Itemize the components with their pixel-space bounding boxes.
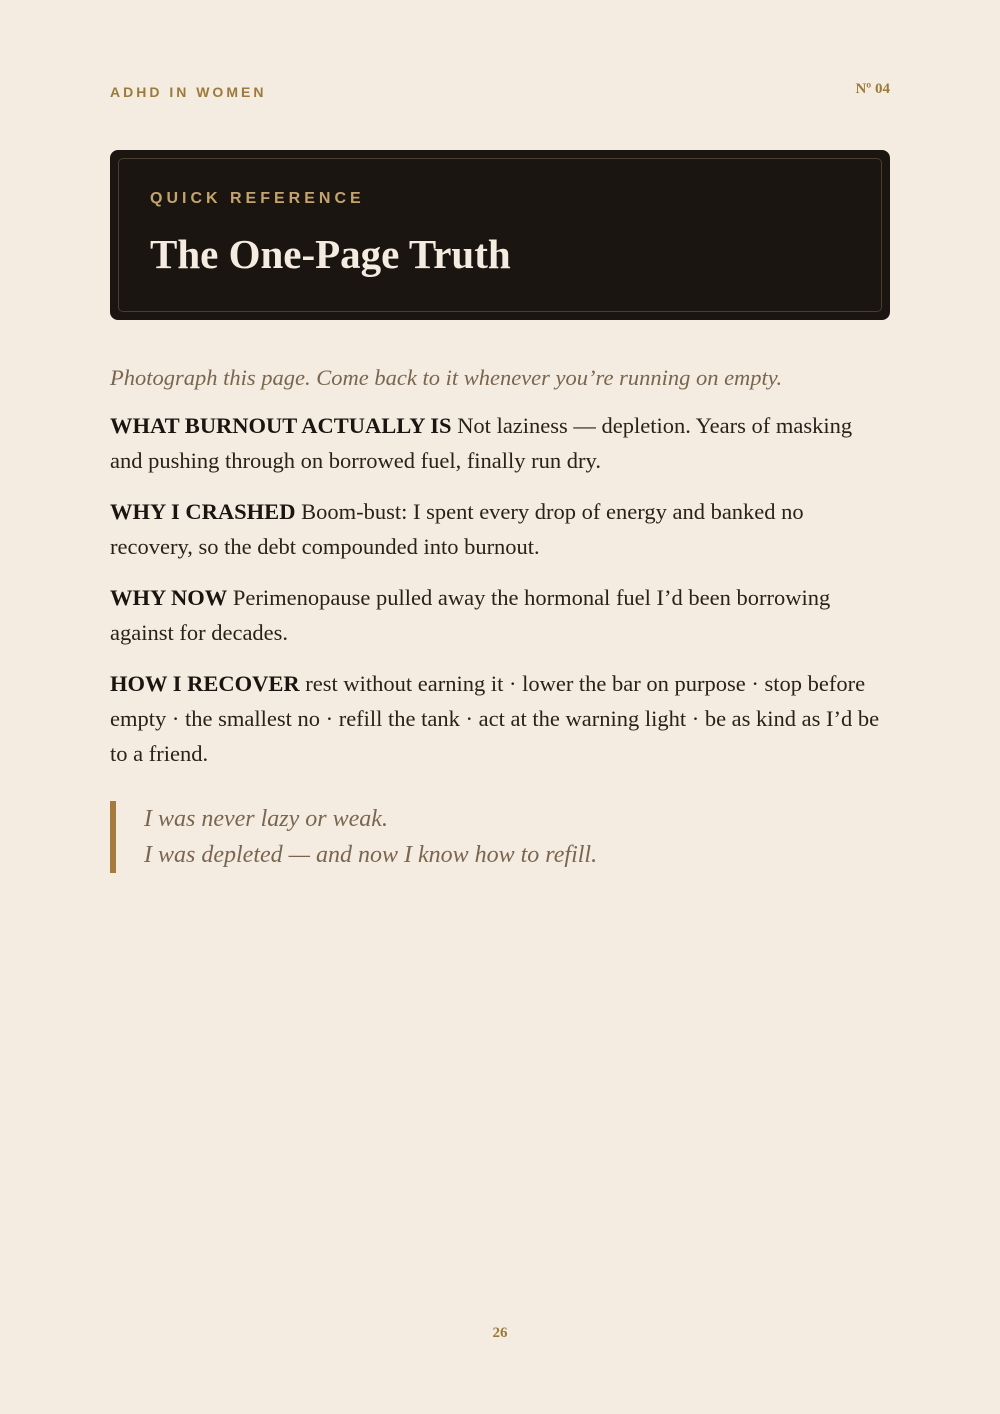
header-card xyxy=(110,150,890,320)
intro-text: Photograph this page. Come back to it whenever you’re running on empty. xyxy=(110,365,783,390)
content xyxy=(110,360,890,873)
entry-text: Boom-bust: I spent every drop of energy and banked no recovery, so the debt compounded into burnout. xyxy=(110,499,804,559)
entry-text: rest without earning it · lower the bar on purpose · stop before empty · the smallest no · refill the tank · act at the warning light · be as kind as I’d be to a friend. xyxy=(110,671,880,766)
entry-crashed xyxy=(110,494,890,564)
entry-text: Not laziness — depletion. Years of masking and pushing through on borrowed fuel, finally run dry. xyxy=(110,413,853,473)
running-head: ADHD IN WOMEN xyxy=(110,84,267,100)
entry-text: Perimenopause pulled away the hormonal fuel I’d been borrowing against for decades. xyxy=(110,585,831,645)
entry-heading: WHY I CRASHED xyxy=(110,499,296,524)
issue-number: Nº 04 xyxy=(855,81,890,97)
pull-quote xyxy=(110,801,890,873)
entry-heading: HOW I RECOVER xyxy=(110,671,300,696)
entry-why-now xyxy=(110,580,890,650)
entry-recover xyxy=(110,666,890,771)
page-number: 26 xyxy=(492,1325,508,1341)
quote-line-2: I was depleted — and now I know how to refill. xyxy=(144,842,598,868)
quote-line-1: I was never lazy or weak. xyxy=(144,806,388,832)
entry-heading: WHY NOW xyxy=(110,585,228,610)
entry-heading: WHAT BURNOUT ACTUALLY IS xyxy=(110,413,452,438)
entry-burnout xyxy=(110,408,890,478)
page-title: The One-Page Truth xyxy=(150,231,511,277)
eyebrow-label: QUICK REFERENCE xyxy=(150,190,365,207)
